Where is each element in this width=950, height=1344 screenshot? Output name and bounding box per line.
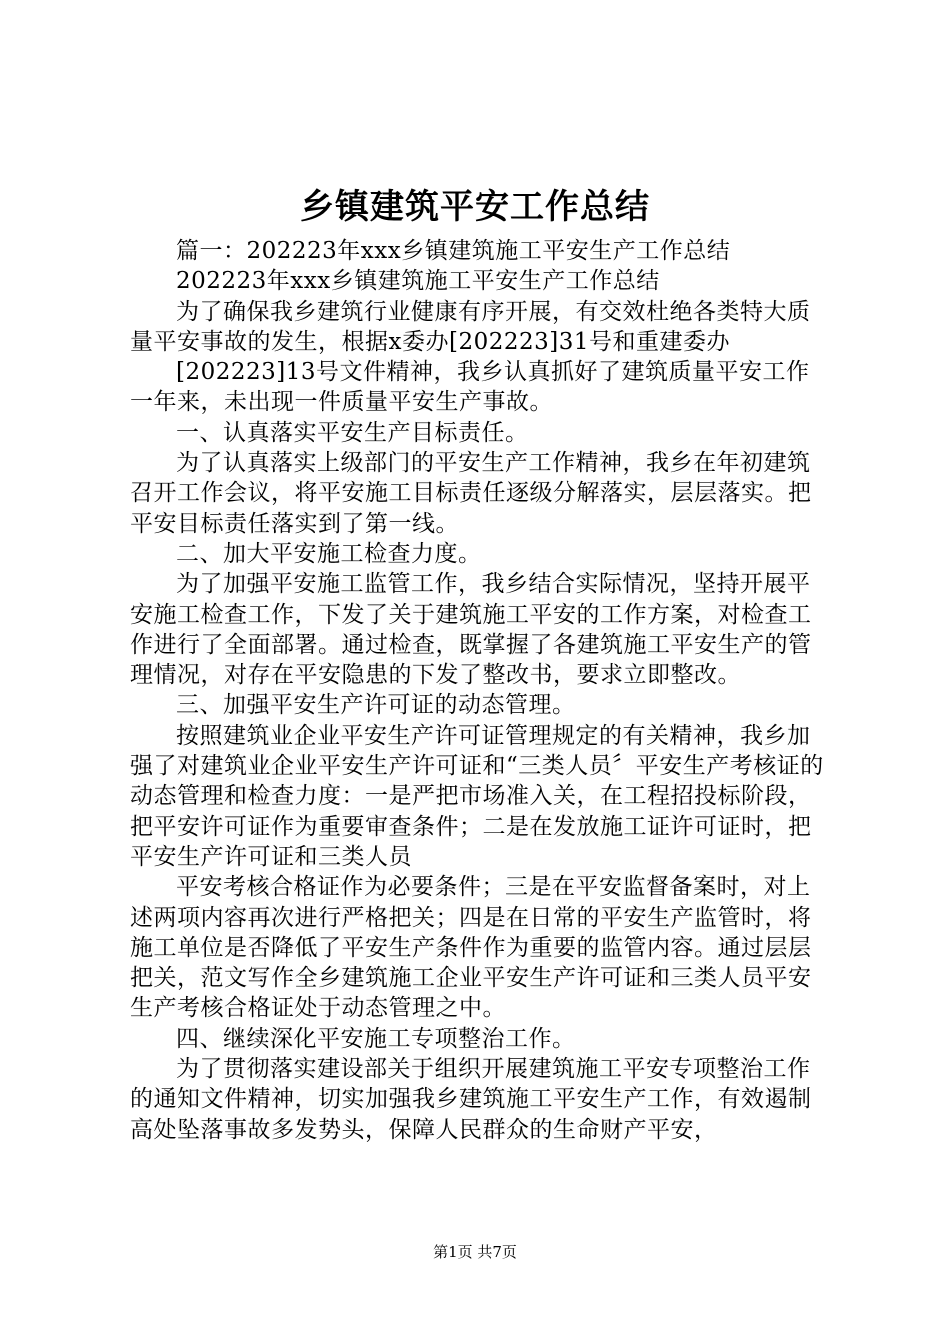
paragraph: 202223年xxx乡镇建筑施工平安生产工作总结 bbox=[176, 268, 660, 295]
section-heading: 一、认真落实平安生产目标责任。 bbox=[176, 419, 529, 446]
paragraph: [202223]13号文件精神，我乡认真抓好了建筑质量平安工作一年来，未出现一件质量平安生产事故。 bbox=[130, 359, 810, 416]
document-body bbox=[130, 236, 830, 1145]
paragraph: 篇一：202223年xxx乡镇建筑施工平安生产工作总结 bbox=[176, 238, 731, 264]
section-heading: 三、加强平安生产许可证的动态管理。 bbox=[176, 692, 576, 719]
section-heading: 二、加大平安施工检查力度。 bbox=[176, 540, 482, 567]
page-footer: 第1页 共7页 bbox=[433, 1243, 517, 1261]
document-title: 乡镇建筑平安工作总结 bbox=[300, 187, 650, 227]
section-heading: 四、继续深化平安施工专项整治工作。 bbox=[176, 1025, 576, 1052]
paragraph: 为了确保我乡建筑行业健康有序开展，有交效杜绝各类特大质量平安事故的发生，根据x委办[202223]31号和重建委办 bbox=[130, 298, 811, 355]
paragraph: 为了加强平安施工监管工作，我乡结合实际情况，坚持开展平安施工检查工作，下发了关于建筑施工平安的工作方案，对检查工作进行了全面部署。通过检查，既掌握了各建筑施工平安生产的管理情况，对存在平安隐患的下发了整改书，要求立即整改。 bbox=[130, 571, 812, 689]
paragraph: 按照建筑业企业平安生产许可证管理规定的有关精神，我乡加强了对建筑业企业平安生产许可证和“三类人员〞平安生产考核证的动态管理和检查力度：一是严把市场准入关，在工程招投标阶段，把平安许可证作为重要审查条件；二是在发放施工证许可证时，把平安生产许可证和三类人员 bbox=[130, 722, 824, 870]
paragraph: 平安考核合格证作为必要条件；三是在平安监督备案时，对上述两项内容再次进行严格把关；四是在日常的平安生产监管时，将施工单位是否降低了平安生产条件作为重要的监管内容。通过层层把关，范文写作全乡建筑施工企业平安生产许可证和三类人员平安生产考核合格证处于动态管理之中。 bbox=[130, 874, 812, 1022]
paragraph: 为了贯彻落实建设部关于组织开展建筑施工平安专项整治工作的通知文件精神，切实加强我乡建筑施工平安生产工作，有效遏制高处坠落事故多发势头，保障人民群众的生命财产平安， bbox=[130, 1056, 812, 1143]
paragraph: 为了认真落实上级部门的平安生产工作精神，我乡在年初建筑召开工作会议，将平安施工目标责任逐级分解落实，层层落实。把平安目标责任落实到了第一线。 bbox=[130, 450, 812, 537]
